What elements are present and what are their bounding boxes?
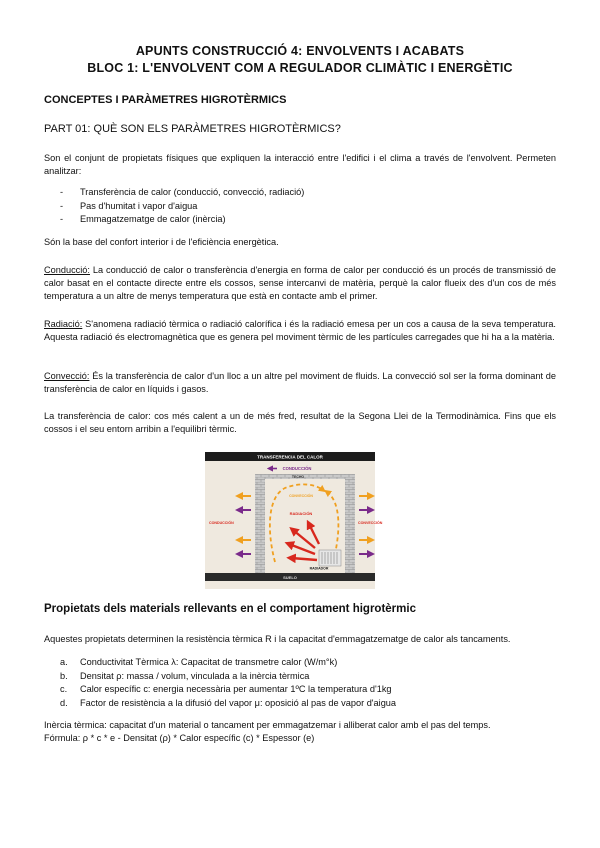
techo-label: TECHO <box>291 474 305 479</box>
figure-title: TRANSFERENCIA DEL CALOR <box>257 454 323 460</box>
radiacion-label: RADIACIÓN <box>289 511 313 516</box>
conveccio-text: És la transferència de calor d'un lloc a un altre pel moviment de fluids. La convecció sol ser la forma dominant de transferència de calor en líquids i gasos. <box>44 371 556 394</box>
formula-text: Fórmula: ρ * c * e - Densitat (ρ) * Calor específic (c) * Espessor (e) <box>44 733 315 743</box>
list-item: - Emmagatzematge de calor (inèrcia) <box>60 213 304 227</box>
roof-slab <box>255 474 355 479</box>
analysis-list <box>60 186 304 227</box>
list-marker: d. <box>60 697 68 708</box>
properties-list <box>60 656 396 710</box>
document-title-line1: APUNTS CONSTRUCCIÓ 4: ENVOLVENTS I ACABATS <box>135 44 465 58</box>
list-marker: a. <box>60 657 68 667</box>
conveccio-paragraph <box>44 370 556 396</box>
list-item: - Pas d'humitat i vapor d'aigua <box>60 200 304 214</box>
list-text: Factor de resistència a la difusió del vapor μ: oposició al pas de vapor d'aigua <box>80 697 397 708</box>
heat-transfer-figure <box>205 452 383 589</box>
list-item <box>60 656 396 670</box>
conduccio-text: La conducció de calor o transferència d'energia en forma de calor per conducció és un procés de transmissió de calor basat en el contacte directe entre els cossos, sense intercanvi de matèria, perquè la calor flueix des d'un cos de més temperatura a un altre de menys temperatura que està en contacte amb el primer. <box>44 265 556 301</box>
inercia-paragraph <box>44 719 556 745</box>
conduccion-top-label: CONDUCCIÓN <box>282 466 312 471</box>
section-heading-concepts: CONCEPTES I PARÀMETRES HIGROTÈRMICS <box>44 94 287 106</box>
suelo-label: SUELO <box>283 575 297 580</box>
intro-paragraph: Son el conjunt de propietats físiques que expliquen la interacció entre l'edifici i el clima a través de l'envolvent. Permeten analitzar: <box>44 153 556 176</box>
radiacio-paragraph <box>44 318 556 344</box>
conduccion-left-label: CONDUCCIÓN <box>209 521 234 525</box>
list-item <box>60 697 396 711</box>
list-item <box>60 683 396 697</box>
radiador-label: RADIADOR <box>309 566 329 571</box>
base-paragraph: Són la base del confort interior i de l'eficiència energètica. <box>44 237 279 247</box>
inercia-text: Inèrcia tèrmica: capacitat d'un material o tancament per emmagatzemar i alliberat calor amb el pas del temps. <box>44 720 491 730</box>
radiacio-text: S'anomena radiació tèrmica o radiació calorífica i és la radiació emesa per un cos a causa de la seva temperatura. Aquesta radiació és electromagnètica que es genera pel moviment tèrmic de les partícules carregades que hi ha a la matèria. <box>44 319 556 342</box>
left-wall <box>255 479 265 573</box>
part-heading: PART 01: QUÈ SON ELS PARÀMETRES HIGROTÈRMICS? <box>44 123 341 135</box>
list-text: Calor específic c: energia necessària per aumentar 1ºC la temperatura d'1kg <box>80 684 392 694</box>
list-marker: c. <box>60 684 68 694</box>
conduccio-term: Conducció: <box>44 265 90 275</box>
list-text: Densitat ρ: massa / volum, vinculada a la inèrcia tèrmica <box>80 670 310 681</box>
section-heading-properties: Propietats dels materials rellevants en el comportament higrotèrmic <box>44 603 416 615</box>
right-wall <box>345 479 355 573</box>
conveccion-right-label: CONVECCIÓN <box>358 521 383 525</box>
list-marker: b. <box>60 670 68 681</box>
conveccio-term: Convecció: <box>44 371 90 381</box>
radiacio-term: Radiació: <box>44 319 83 329</box>
document-title-line2: BLOC 1: L'ENVOLVENT COM A REGULADOR CLIMÀTIC I ENERGÈTIC <box>87 61 513 75</box>
list-item <box>60 670 396 684</box>
transfer-paragraph: La transferència de calor: cos més calent a un de més fred, resultat de la Segona Llei de la Termodinàmica. Fins que els cossos i el seu entorn arribin a l'equilibri tèrmic. <box>44 411 556 434</box>
conduccio-paragraph <box>44 264 556 303</box>
properties-intro: Aquestes propietats determinen la resistència tèrmica R i la capacitat d'emmagatzematge de calor als tancaments. <box>44 634 511 644</box>
list-text: Conductivitat Tèrmica λ: Capacitat de transmetre calor (W/m°k) <box>80 657 338 667</box>
conveccion-inner-label: CONVECCIÓN <box>289 494 313 498</box>
list-item: - Transferència de calor (conducció, convecció, radiació) <box>60 186 304 200</box>
